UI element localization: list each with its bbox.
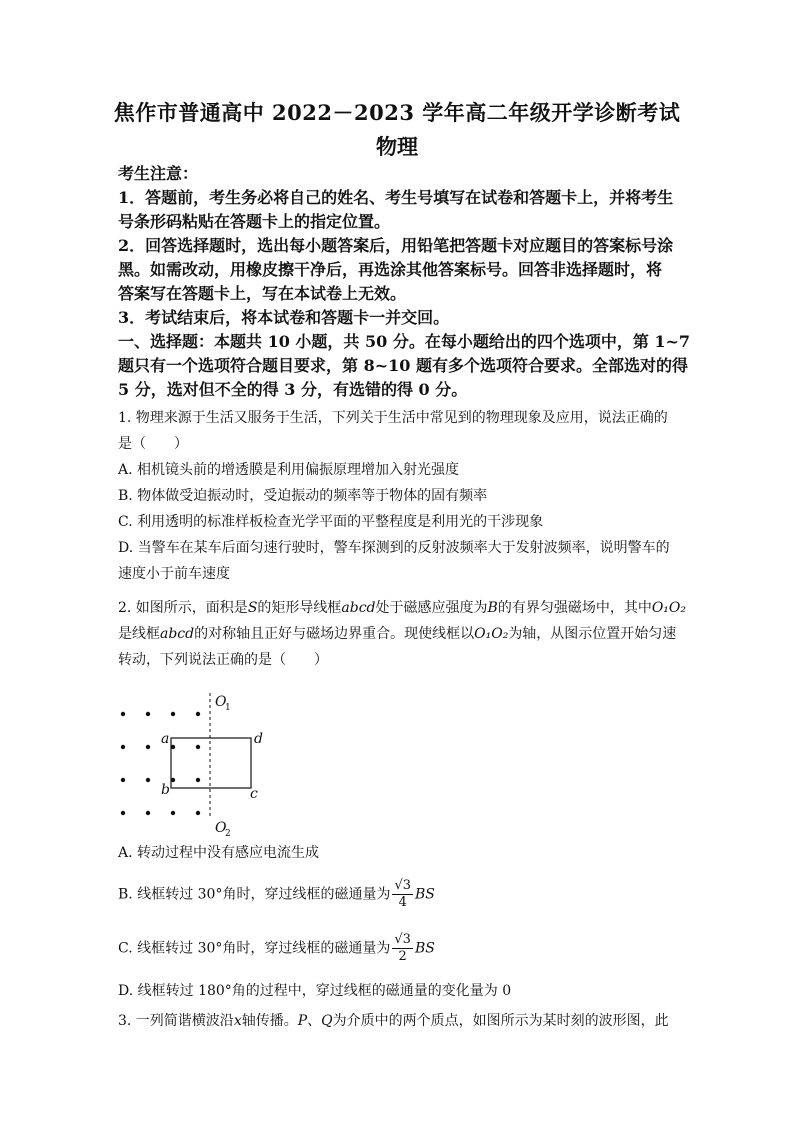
text: 、 (307, 1013, 322, 1029)
q2-option-c (118, 932, 678, 965)
notice-line: 1．答题前，考生务必将自己的姓名、考生号填写在试卷和答题卡上，并将考生 (118, 188, 674, 207)
var-bs: BS (415, 886, 435, 903)
label-o1-sub: 1 (225, 703, 231, 713)
notice-line: 3．考试结束后，将本试卷和答题卡一并交回。 (118, 308, 450, 327)
var-abcd: abcd (341, 600, 376, 616)
text: 的对称轴且正好与磁场边界重合。现使线框以 (194, 626, 475, 642)
q2-option-d: D. 线框转过 180°角的过程中，穿过线框的磁通量的变化量为 0 (118, 983, 512, 999)
text: 的有界匀强磁场中，其中 (497, 600, 652, 616)
text: 轴传播。 (241, 1013, 298, 1029)
label-b: b (161, 782, 170, 798)
q3-stem (118, 1008, 678, 1034)
question-3 (118, 1008, 678, 1034)
q1-stem: 是（ ） (118, 436, 188, 452)
text: 是线框 (118, 626, 160, 642)
text: C. 线框转过 30°角时，穿过线框的磁通量为 (118, 940, 391, 957)
var-p: P (297, 1013, 308, 1029)
text: B. 线框转过 30°角时，穿过线框的磁通量为 (118, 886, 391, 903)
text: 处于磁感应强度为 (375, 600, 488, 616)
text: 为轴，从图示位置开始匀速 (508, 626, 677, 642)
q1-option-d: 速度小于前车速度 (118, 566, 230, 582)
coil-frame (171, 738, 251, 788)
q2-option-a: A. 转动过程中没有感应电流生成 (118, 845, 320, 861)
notice-line: 黑。如需改动，用橡皮擦干净后，再选涂其他答案标号。回答非选择题时，将 (118, 260, 663, 279)
section-header: 题只有一个选项符合题目要求，第 8~10 题有多个选项符合要求。全部选对的得 (118, 356, 688, 375)
q2-stem (118, 621, 678, 647)
label-d: d (254, 731, 263, 747)
text: 的矩形导线框 (257, 600, 342, 616)
var-abcd: abcd (160, 626, 195, 642)
q1-option-c: C. 利用透明的标准样板检查光学平面的平整程度是利用光的干涉现象 (118, 514, 544, 530)
q1-stem: 1. 物理来源于生活又服务于生活，下列关于生活中常见到的物理现象及应用，说法正确的 (118, 410, 668, 426)
fraction (392, 932, 413, 965)
fraction (392, 878, 413, 911)
q2-stem: 转动，下列说法正确的是（ ） (118, 652, 328, 668)
q1-option-b: B. 物体做受迫振动时，受迫振动的频率等于物体的固有频率 (118, 488, 488, 504)
label-a: a (161, 731, 170, 747)
q2-stem (118, 595, 687, 621)
q1-option-a: A. 相机镜头前的增透膜是利用偏振原理增加入射光强度 (118, 462, 460, 478)
notice-heading: 考生注意： (118, 164, 199, 183)
question-2 (118, 595, 687, 673)
q1-option-d: D. 当警车在某车后面匀速行驶时，警车探测到的反射波频率大于发射波频率，说明警车的 (118, 540, 670, 556)
text: 3. 一列简谐横波沿 (118, 1013, 234, 1029)
label-c: c (250, 786, 258, 802)
q2-option-b (118, 878, 678, 911)
var-bs: BS (414, 940, 435, 957)
numerator: √3 (394, 878, 412, 893)
notice-line: 2．回答选择题时，选出每小题答案后，用铅笔把答题卡对应题目的答案标号涂 (118, 236, 674, 255)
var-b: B (487, 600, 498, 616)
subject-title: 物理 (376, 134, 418, 159)
section-header: 5 分，选对但不全的得 3 分，有选错的得 0 分。 (118, 380, 468, 399)
question-1 (118, 405, 678, 587)
label-o2-sub: 2 (225, 829, 231, 838)
denominator: 2 (398, 949, 407, 964)
var-o1o2: O₁O₂ (651, 600, 687, 616)
section-header: 一、选择题：本题共 10 小题，共 50 分。在每小题给出的四个选项中，第 1~7 (118, 332, 691, 351)
var-s: S (247, 600, 258, 616)
notice-block (118, 162, 691, 402)
label-o2: O (215, 820, 227, 836)
text: 2. 如图所示，面积是 (118, 600, 248, 616)
denominator: 4 (398, 895, 407, 910)
text: 为介质中的两个质点，如图所示为某时刻的波形图，此 (332, 1013, 669, 1029)
notice-line: 答案写在答题卡上，写在本试卷上无效。 (118, 284, 407, 303)
label-o1: O (215, 694, 227, 710)
var-q: Q (321, 1013, 333, 1029)
var-o1o2: O₁O₂ (474, 626, 509, 642)
var-x: x (233, 1013, 242, 1029)
exam-title: 焦作市普通高中 2022－2023 学年高二年级开学诊断考试 (113, 100, 681, 125)
numerator: √3 (394, 932, 411, 947)
magnetic-field-figure (112, 688, 282, 838)
notice-line: 号条形码粘贴在答题卡上的指定位置。 (118, 212, 391, 231)
field-dots (121, 712, 200, 815)
